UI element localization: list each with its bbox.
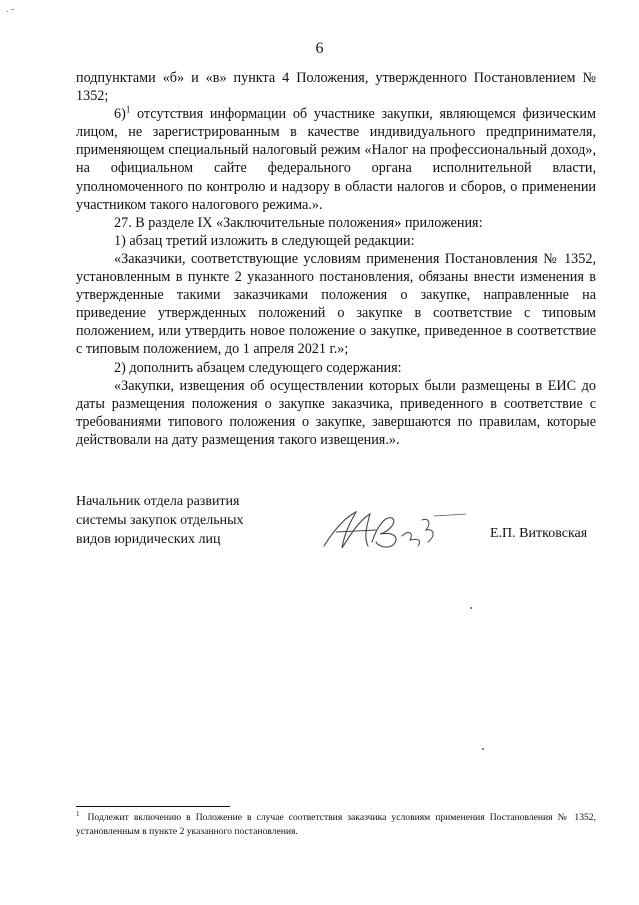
footnote xyxy=(76,811,596,839)
paragraph-continuation: подпунктами «б» и «в» пункта 4 Положения, утвержденного Постановлением № 1352; xyxy=(76,70,596,105)
footnote-mark: 1 xyxy=(76,809,80,818)
signer-name: Е.П. Витковская xyxy=(490,526,588,541)
footnote-reference: 1 xyxy=(125,104,131,115)
signer-title-line: Начальник отдела развития xyxy=(76,494,240,509)
footnote-separator xyxy=(76,806,230,807)
page-number: 6 xyxy=(315,40,324,57)
scan-artifact xyxy=(470,607,472,609)
scan-corner-mark: . - xyxy=(6,4,15,15)
scan-artifact xyxy=(482,748,484,750)
signer-title xyxy=(76,492,276,549)
handwritten-signature xyxy=(318,502,468,562)
paragraph-subitem-2: 2) дополнить абзацем следующего содержания: xyxy=(114,359,402,376)
paragraph-item-6 xyxy=(76,105,596,214)
body-text xyxy=(76,69,596,449)
signer-title-line: системы закупок отдельных xyxy=(76,513,244,528)
footnote-text: Подлежит включению в Положение в случае соответствия заказчика условиям применения Постановления № 1352, установленным в пункте 2 указанного постановления. xyxy=(76,812,596,837)
item-text: отсутствия информации об участнике закупки, являющемся физическим лицом, не зарегистрированным в качестве индивидуального предпринимателя, применяющем специальный налоговый режим «Налог на профессиональный доход», на официальном сайте федерального органа исполнительной власти, уполномоченного по контролю и надзору в области налогов и сборов, о применении участником такого налогового режима.». xyxy=(76,106,596,213)
item-label: 6) xyxy=(114,106,126,123)
paragraph-quote-1: «Заказчики, соответствующие условиям применения Постановления № 1352, установленным в пункте 2 указанного постановления, обязаны внести изменения в утвержденные такими заказчиками положения о закупке, направленные на приведение утвержденных положений о закупке в соответствие с типовым положением, или утвердить новое положение о закупке, приведенное в соответствие с типовым положением, до 1 апреля 2021 г.»; xyxy=(76,250,596,358)
paragraph-subitem-1: 1) абзац третий изложить в следующей редакции: xyxy=(114,232,415,249)
signer-title-line: видов юридических лиц xyxy=(76,532,221,547)
paragraph-quote-2: «Закупки, извещения об осуществлении которых были размещены в ЕИС до даты размещения положения о закупке заказчика, приведенного в соответствие с требованиями типового положения о закупке, завершаются по правилам, которые действовали на дату размещения такого извещения.». xyxy=(76,377,596,448)
paragraph-section-27: 27. В разделе IX «Заключительные положения» приложения: xyxy=(114,214,483,231)
